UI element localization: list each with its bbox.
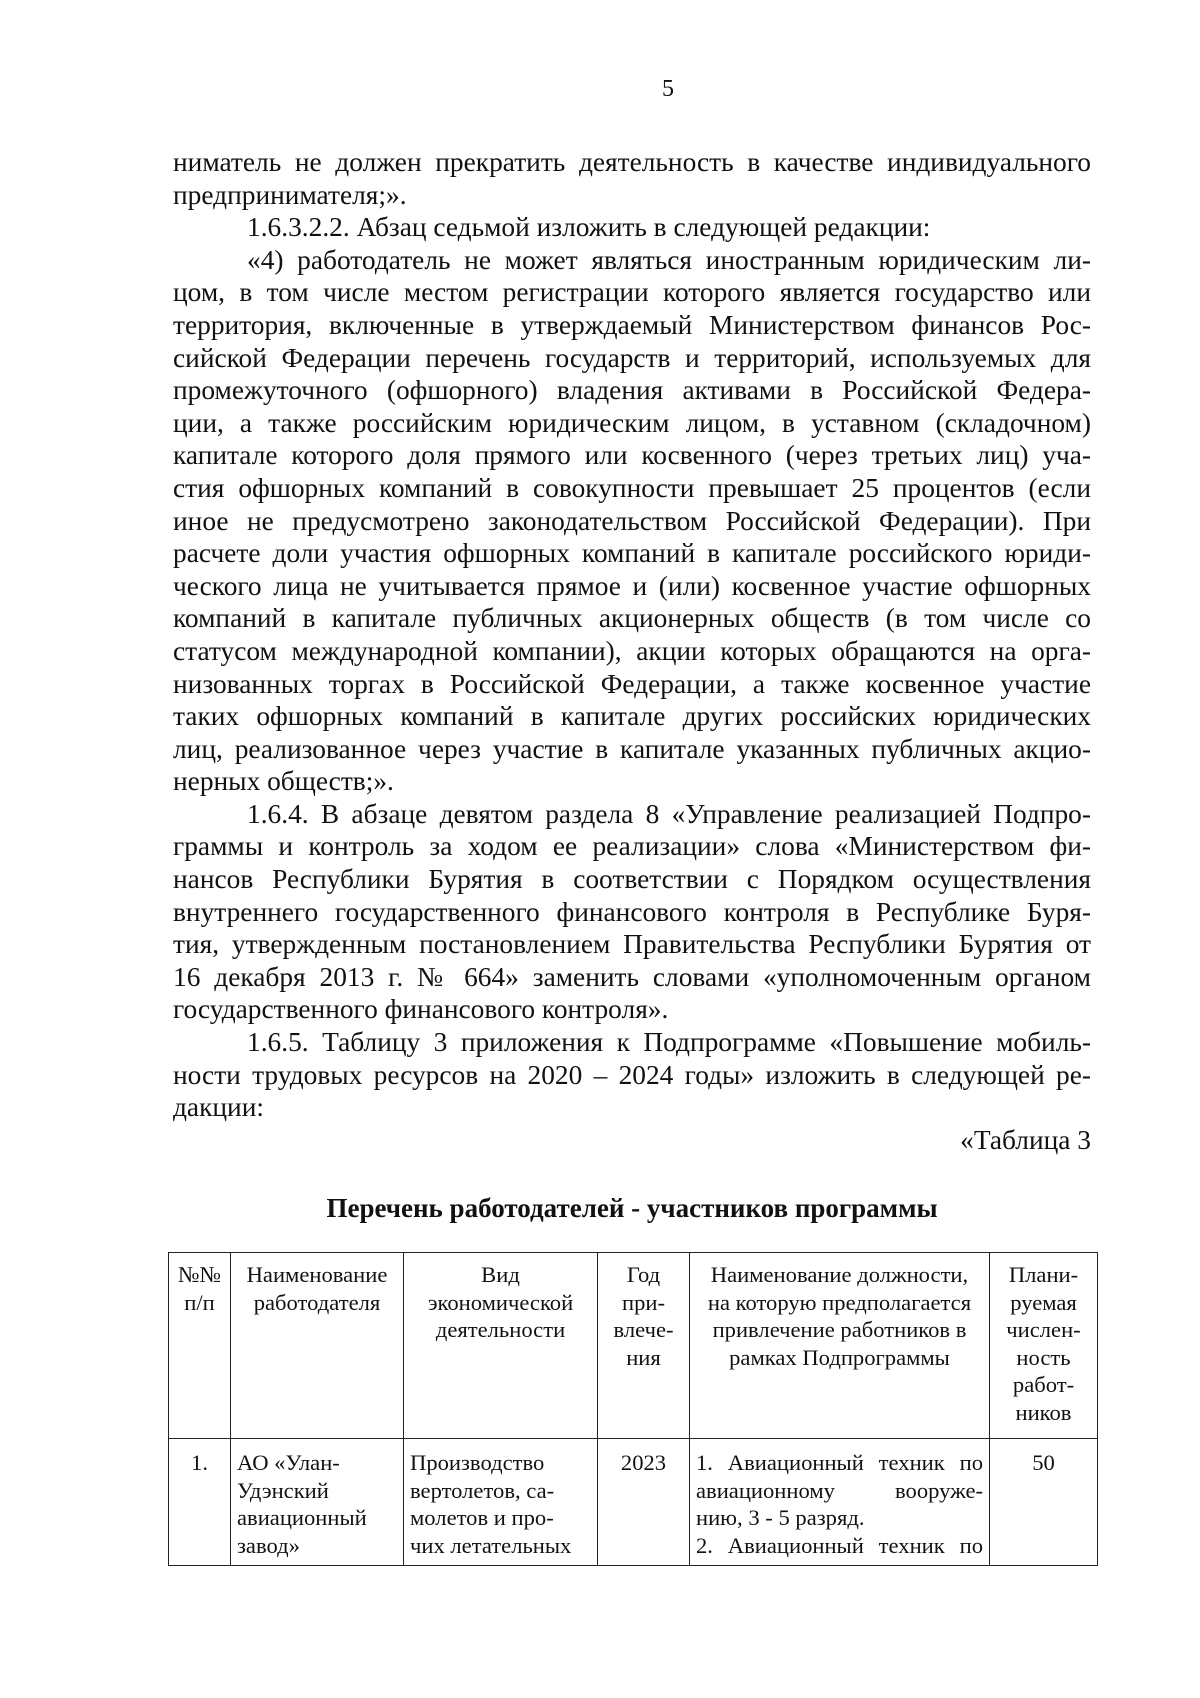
cell-line: ность — [1016, 1344, 1071, 1370]
cell-line: авиационный — [237, 1505, 367, 1530]
cell-line: АО «Улан- — [237, 1450, 340, 1475]
cell-line: молетов и про- — [410, 1505, 554, 1530]
cell-line: завод» — [237, 1532, 300, 1558]
header-activity — [404, 1253, 598, 1439]
cell-line: Год — [626, 1262, 661, 1287]
page-number: 5 — [662, 76, 674, 102]
cell-line: влече- — [613, 1317, 674, 1342]
cell-line: ников — [1015, 1399, 1072, 1425]
cell-number: 1. — [169, 1439, 231, 1566]
paragraph-line: капитале которого доля прямого или косвенного (через третьих лиц) уча- — [173, 440, 1091, 471]
cell-line: при- — [621, 1289, 665, 1315]
paragraph-line: предпринимателя;». — [173, 179, 407, 210]
table-body — [169, 1439, 1098, 1566]
paragraph-line: 1.6.4. В абзаце девятом раздела 8 «Управление реализацией Подпро- — [247, 798, 1091, 829]
header-employer — [231, 1253, 404, 1439]
paragraph-line: ности трудовых ресурсов на 2020 – 2024 годы» изложить в следующей ре- — [173, 1059, 1091, 1090]
paragraph-line: 1.6.3.2.2. Абзац седьмой изложить в следующей редакции: — [247, 212, 931, 243]
cell-line: Удэнский — [237, 1477, 329, 1503]
paragraph-line: цом, в том числе местом регистрации которого является государство или — [173, 277, 1091, 308]
header-number — [169, 1253, 231, 1439]
cell-positions — [690, 1439, 990, 1566]
cell-line: п/п — [184, 1289, 215, 1315]
cell-line: 2. Авиационный техник по — [696, 1532, 983, 1558]
paragraph-line: сийской Федерации перечень государств и территорий, используемых для — [173, 342, 1091, 373]
paragraph-line: статусом международной компании), акции которых обращаются на орга- — [173, 635, 1091, 666]
cell-line: числен- — [1006, 1317, 1081, 1342]
paragraph-line: «4) работодатель не может являться иностранным юридическим ли- — [247, 244, 1091, 275]
paragraph-line: иное не предусмотрено законодательством Российской Федерации). При — [173, 505, 1091, 536]
table-title: Перечень работодателей - участников программы — [326, 1193, 938, 1223]
paragraph-line: таких офшорных компаний в капитале других российских юридических — [173, 701, 1091, 732]
body-text — [173, 146, 1091, 1156]
paragraph-line: 16 декабря 2013 г. № 664» заменить словами «уполномоченным органом — [173, 961, 1091, 992]
cell-line: рамках Подпрограммы — [729, 1344, 950, 1370]
table-label: «Таблица 3 — [960, 1124, 1091, 1155]
cell-line: Наименование должности, — [710, 1262, 969, 1287]
paragraph-line: ции, а также российским юридическим лицом, в уставном (складочном) — [173, 407, 1091, 438]
cell-line: Наименование — [246, 1262, 388, 1287]
cell-line: Плани- — [1008, 1262, 1079, 1287]
cell-line: экономической — [427, 1289, 574, 1315]
paragraph-line: компаний в капитале публичных акционерных обществ (в том числе со — [173, 603, 1091, 634]
employers-table — [168, 1252, 1098, 1566]
paragraph-line: стия офшорных компаний в совокупности превышает 25 процентов (если — [173, 472, 1091, 503]
cell-count: 50 — [990, 1439, 1098, 1566]
cell-line: авиационному вооруже- — [696, 1477, 983, 1503]
table-row — [169, 1439, 1098, 1566]
cell-line: ния — [626, 1344, 661, 1370]
paragraph-line: тия, утвержденным постановлением Правительства Республики Бурятия от — [173, 929, 1091, 960]
header-positions — [690, 1253, 990, 1439]
cell-line: №№ — [177, 1262, 222, 1287]
cell-line: привлечение работников в — [712, 1317, 967, 1342]
paragraph-line: нансов Республики Бурятия в соответствии с Порядком осуществления — [173, 864, 1091, 895]
cell-line: Производство — [410, 1450, 545, 1475]
cell-line: 1. Авиационный техник по — [696, 1450, 983, 1475]
paragraph-line: промежуточного (офшорного) владения активами в Российской Федера- — [173, 375, 1091, 406]
paragraph-line: расчете доли участия офшорных компаний в капитале российского юриди- — [173, 538, 1091, 569]
paragraph-line: государственного финансового контроля». — [173, 994, 669, 1025]
paragraph-line: граммы и контроль за ходом ее реализации» слова «Министерством фи- — [173, 831, 1091, 862]
paragraph-line: низованных торгах в Российской Федерации, а также косвенное участие — [173, 668, 1091, 699]
header-year — [598, 1253, 690, 1439]
cell-line: Вид — [481, 1262, 520, 1287]
cell-year: 2023 — [598, 1439, 690, 1566]
paragraph-line: ниматель не должен прекратить деятельность в качестве индивидуального — [173, 147, 1091, 177]
paragraph-line: лиц, реализованное через участие в капитале указанных публичных акцио- — [173, 733, 1091, 764]
cell-line: работодателя — [253, 1289, 381, 1315]
paragraph-line: внутреннего государственного финансового контроля в Республике Буря- — [173, 896, 1091, 927]
paragraph-line: ческого лица не учитывается прямое и (или) косвенное участие офшорных — [173, 570, 1091, 601]
cell-line: деятельности — [435, 1317, 566, 1342]
cell-line: руемая — [1010, 1289, 1077, 1315]
cell-line: работ- — [1012, 1372, 1075, 1397]
cell-line: чих летательных — [410, 1532, 572, 1558]
paragraph-line: 1.6.5. Таблицу 3 приложения к Подпрограмме «Повышение мобиль- — [247, 1027, 1091, 1058]
cell-activity — [404, 1439, 598, 1566]
cell-line: вертолетов, са- — [410, 1477, 555, 1503]
header-count — [990, 1253, 1098, 1439]
cell-employer — [231, 1439, 404, 1566]
paragraph-line: нерных обществ;». — [173, 766, 394, 797]
cell-line: нию, 3 - 5 разряд. — [696, 1505, 865, 1530]
table-header-row — [169, 1253, 1098, 1439]
paragraph-line: территория, включенные в утверждаемый Министерством финансов Рос- — [173, 309, 1091, 340]
paragraph-line: дакции: — [173, 1092, 264, 1123]
cell-line: на которую предполагается — [707, 1289, 972, 1315]
